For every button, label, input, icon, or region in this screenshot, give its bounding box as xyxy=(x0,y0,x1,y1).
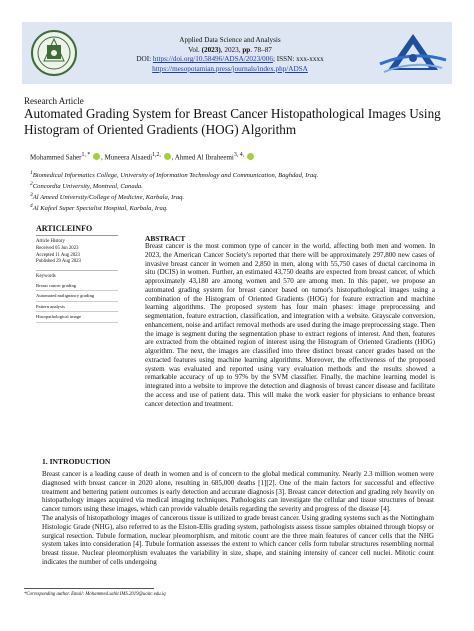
affiliation-text: Al Ameed University/College of Medicine, Karbala, Iraq. xyxy=(32,194,185,202)
affiliation-sup: 2 xyxy=(30,181,33,187)
author-name: , Ahmed Al Ibraheemi xyxy=(171,153,234,162)
affiliation-text: Biomedical Informatics College, University of Information Technology and Communication, Baghdad, Iraq. xyxy=(32,172,319,180)
keyword: Histopathological image xyxy=(36,312,118,322)
issn: ; ISSN: xxx-xxxx xyxy=(272,55,324,64)
published-date: Published 29 Aug 2023 xyxy=(36,259,81,265)
author-sup: 1,2, xyxy=(152,152,161,158)
affiliation xyxy=(30,192,184,201)
affiliation-text: Al Kafeel Super Specialist Hospital, Karbala, Iraq. xyxy=(32,205,168,213)
keywords-label: Keywords xyxy=(36,274,56,280)
article-info-heading: ARTICLEINFO xyxy=(36,224,118,236)
keyword: Breast cancer grading xyxy=(36,281,118,291)
article-type: Research Article xyxy=(24,96,84,106)
abstract-text: Breast cancer is the most common type of cancer in the world, affecting both men and women. In 2023, the American Cancer Society's reported that there will be approximately 297,800 new cases of invasive breast cancer in women and 2,850 in men, along with 55,750 cases of ductal carcinoma in situ (DCIS) in women. Further, an estimated 43,750 deaths are expected from breast cancer, of which approximately 43,180 are among women and 570 are among men. In this paper, we propose an automated grading system for breast cancer based on tumor's histopathological images using a combination of the Histogram of Oriented Gradients (HOG) for feature extraction and machine learning algorithms. The proposed system has four main phases: image preprocessing and segmentation, feature extraction, classification, and integration with a website. Grayscale conversion, enhancement, noise and artifact removal methods are used during the image preprocessing stage. Then the image is segment during the segmentation phase to extract regions of interest. And then, features are extracted from the obtained region of interest using the Histogram of Oriented Gradients (HOG) algorithm. The next, the images are classified into three distinct breast cancer grades based on the extracted features using machine learning algorithms. Moreover, the effectiveness of the proposed system was evaluated and reported using vary evaluation methods and the results showed a remarkable accuracy of up to 97% by the SVM classifier. Finally, the machine learning model is integrated into a website to improve the detection and diagnosis of breast cancer disease and facilitate the access and use of patient data. This will make the work easier for physicians to enhance breast cancer detection and treatment. xyxy=(145,242,435,408)
author-name: Mohammed Saher xyxy=(30,153,82,162)
author-list xyxy=(30,152,255,161)
author-sup: 3, 4, xyxy=(233,152,245,158)
accepted-date: Accepted 11 Aug 2023 xyxy=(36,252,80,258)
orcid-icon[interactable] xyxy=(93,153,100,160)
orcid-icon[interactable] xyxy=(164,153,171,160)
affiliation xyxy=(30,170,318,179)
pages-label: pp xyxy=(242,45,251,54)
introduction-heading: 1. INTRODUCTION xyxy=(42,457,111,466)
author-name: , Muneera Alsaedi xyxy=(101,153,153,162)
affiliation-sup: 3 xyxy=(30,192,33,198)
introduction-body xyxy=(42,470,434,567)
university-seal-icon xyxy=(30,27,78,79)
divider xyxy=(36,270,118,271)
footnote-divider xyxy=(24,588,154,589)
volume-year: (2023) xyxy=(201,45,221,54)
pages-range: . 78–87 xyxy=(250,45,272,54)
journal-name: Applied Data Science and Analysis xyxy=(179,36,281,44)
doi-prefix: DOI: xyxy=(136,55,153,64)
journal-doi xyxy=(80,55,380,65)
affiliation xyxy=(30,181,143,190)
journal-logo-icon xyxy=(378,30,448,78)
volume-mid: , 2023, xyxy=(220,45,243,54)
journal-volume xyxy=(80,46,380,56)
volume-prefix: Vol. xyxy=(188,45,202,54)
orcid-icon[interactable] xyxy=(247,153,254,160)
corresponding-author-footnote: *Corresponding author. Email: Mohammed.sahir.IMS.2019@uoitc.edu.iq xyxy=(24,592,166,597)
article-info xyxy=(36,224,118,332)
author-sup: 1, * xyxy=(81,152,91,158)
keyword: Automated malignancy grading xyxy=(36,291,118,301)
abstract-heading: ABSTRACT xyxy=(145,234,186,243)
doi-link[interactable]: https://doi.org/10.58496/ADSA/2023/006 xyxy=(152,55,273,64)
affiliation-sup: 1 xyxy=(30,170,33,176)
paragraph: Breast cancer is a leading cause of death in women and is of concern to the global medical community. Nearly 2.3 million women were diagnosed with breast cancer in 2020 alone, resulting in 685,000 deaths [1][2]. One of the main factors for successful and effective treatment and bettering patient outcomes is early detection and accurate diagnosis [3]. Breast cancer detection and grading rely heavily on histopathology images acquired via medical imaging techniques. Pathologists can investigate the cellular and tissue structures of breast cancer tumors using these images, which can provide valuable details regarding the severity and progress of the disease [4]. xyxy=(42,470,434,514)
received-date: Received 05 Jun 2023 xyxy=(36,245,79,251)
paragraph: The analysis of histopathology images of cancerous tissue is utilized to grade breast cancer. Using grading systems such as the Nottingham Histologic Grade (NHG), also referred to as the Elston-Ellis grading system, pathologists assess tissue samples obtained through biopsy or surgical resection. Tubule formation, nuclear pleomorphism, and mitotic count are the three main features of cancer cells that the NHG system takes into consideration [4]. Tubule formation assesses the extent to which cancer cells form tubular structures resembling normal breast tissue. Nuclear pleomorphism evaluates the variability in size, shape, and staining intensity of cancer cell nuclei. Mitotic count indicates the number of cells undergoing xyxy=(42,513,434,566)
keyword: Pattern analysis xyxy=(36,302,118,312)
journal-website-link[interactable]: https://mesopotamian.press/journals/index.php/ADSA xyxy=(152,64,308,73)
affiliation-text: Concordia University, Montreal, Canada. xyxy=(32,183,143,191)
journal-info xyxy=(80,36,380,74)
paper-title: Automated Grading System for Breast Cancer Histopathological Images Using Histogram of Oriented Gradients (HOG) Algorithm xyxy=(24,106,441,137)
history-label: Article History xyxy=(36,239,65,244)
affiliation xyxy=(30,203,168,212)
affiliation-sup: 4 xyxy=(30,203,33,209)
